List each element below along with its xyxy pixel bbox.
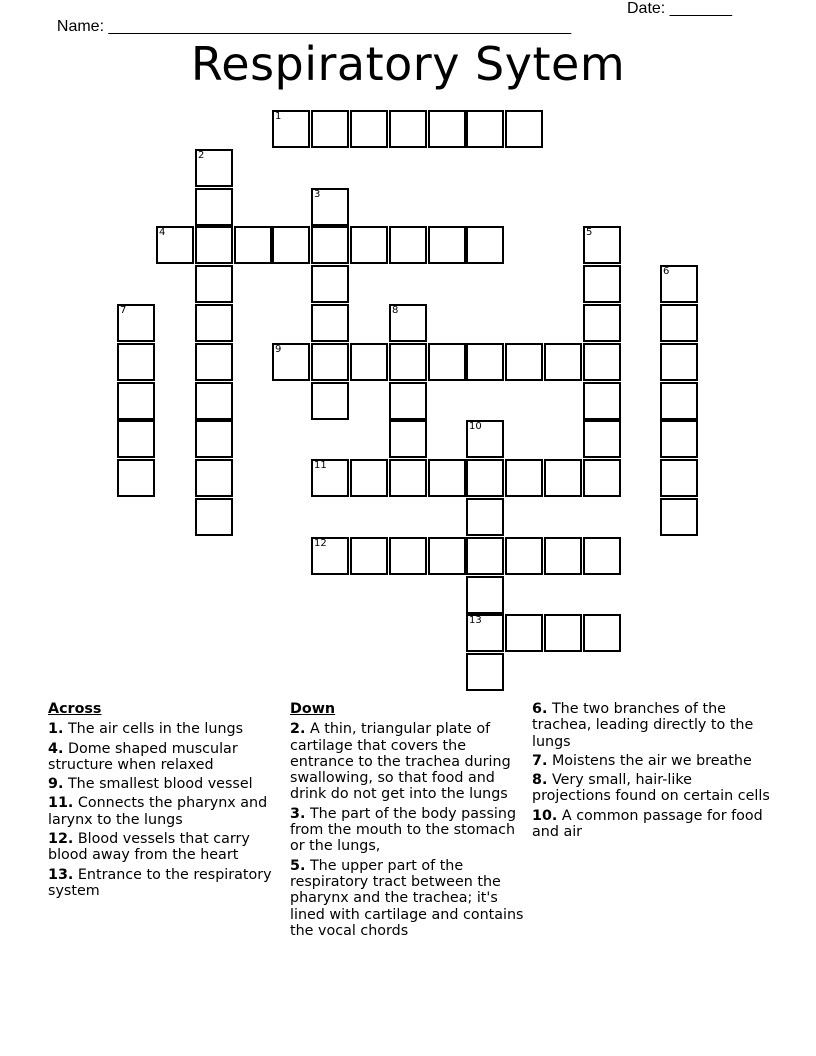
grid-cell[interactable] [311, 226, 349, 264]
across-clues [48, 701, 280, 902]
grid-cell[interactable] [311, 265, 349, 303]
grid-cell[interactable] [660, 304, 698, 342]
clue-number: 3 [314, 189, 321, 200]
grid-cell[interactable] [466, 343, 504, 381]
grid-cell[interactable] [156, 226, 194, 264]
grid-cell[interactable] [466, 614, 504, 652]
date-field[interactable]: Date: _______ [627, 0, 732, 17]
grid-cell[interactable] [350, 226, 388, 264]
grid-cell[interactable] [195, 304, 233, 342]
grid-cell[interactable] [389, 420, 427, 458]
grid-cell[interactable] [583, 226, 621, 264]
grid-cell[interactable] [466, 653, 504, 691]
grid-cell[interactable] [466, 576, 504, 614]
grid-cell[interactable] [583, 614, 621, 652]
clue-down-8: 8. Very small, hair-like projections found on certain cells [532, 772, 770, 805]
clue-number: 8 [392, 305, 399, 316]
grid-cell[interactable] [195, 149, 233, 187]
grid-cell[interactable] [583, 382, 621, 420]
grid-cell[interactable] [117, 304, 155, 342]
clue-number: 11 [314, 460, 327, 471]
grid-cell[interactable] [350, 459, 388, 497]
grid-cell[interactable] [583, 265, 621, 303]
clue-across-12: 12. Blood vessels that carry blood away from the heart [48, 831, 250, 864]
clue-number: 9 [275, 344, 282, 355]
clue-number: 1 [275, 111, 282, 122]
grid-cell[interactable] [311, 304, 349, 342]
grid-cell[interactable] [544, 459, 582, 497]
grid-cell[interactable] [660, 459, 698, 497]
clue-across-11: 11. Connects the pharynx and larynx to the lungs [48, 795, 268, 828]
clue-number: 5 [586, 227, 593, 238]
name-field[interactable]: Name: ____________________________________________________ [56, 18, 572, 35]
grid-cell[interactable] [428, 110, 466, 148]
grid-cell[interactable] [389, 537, 427, 575]
down-clues [290, 701, 526, 942]
grid-cell[interactable] [466, 420, 504, 458]
grid-cell[interactable] [389, 382, 427, 420]
grid-cell[interactable] [195, 188, 233, 226]
grid-cell[interactable] [195, 498, 233, 536]
grid-cell[interactable] [117, 382, 155, 420]
grid-cell[interactable] [117, 343, 155, 381]
grid-cell[interactable] [466, 226, 504, 264]
grid-cell[interactable] [428, 343, 466, 381]
grid-cell[interactable] [505, 614, 543, 652]
grid-cell[interactable] [350, 537, 388, 575]
grid-cell[interactable] [272, 110, 310, 148]
down-clues-continued [532, 701, 772, 843]
grid-cell[interactable] [505, 343, 543, 381]
grid-cell[interactable] [272, 343, 310, 381]
clue-number: 13 [469, 615, 482, 626]
grid-cell[interactable] [466, 110, 504, 148]
grid-cell[interactable] [389, 459, 427, 497]
grid-cell[interactable] [583, 459, 621, 497]
clue-number: 2 [198, 150, 205, 161]
clue-down-7: 7. Moistens the air we breathe [532, 752, 752, 769]
clue-across-13: 13. Entrance to the respiratory system [48, 866, 272, 899]
grid-cell[interactable] [195, 265, 233, 303]
grid-cell[interactable] [660, 343, 698, 381]
grid-cell[interactable] [389, 343, 427, 381]
grid-cell[interactable] [389, 304, 427, 342]
clue-across-9: 9. The smallest blood vessel [48, 776, 253, 793]
clue-number: 12 [314, 538, 327, 549]
grid-cell[interactable] [195, 226, 233, 264]
grid-cell[interactable] [311, 537, 349, 575]
grid-cell[interactable] [311, 110, 349, 148]
clue-across-4: 4. Dome shaped muscular structure when relaxed [48, 740, 238, 773]
grid-cell[interactable] [505, 537, 543, 575]
grid-cell[interactable] [117, 420, 155, 458]
grid-cell[interactable] [660, 498, 698, 536]
grid-cell[interactable] [311, 343, 349, 381]
clue-number: 6 [663, 266, 670, 277]
grid-cell[interactable] [272, 226, 310, 264]
grid-cell[interactable] [389, 110, 427, 148]
grid-cell[interactable] [505, 459, 543, 497]
grid-cell[interactable] [583, 304, 621, 342]
grid-cell[interactable] [660, 265, 698, 303]
grid-cell[interactable] [466, 459, 504, 497]
grid-cell[interactable] [311, 382, 349, 420]
grid-cell[interactable] [544, 614, 582, 652]
grid-cell[interactable] [234, 226, 272, 264]
clue-number: 7 [120, 305, 127, 316]
grid-cell[interactable] [660, 382, 698, 420]
clue-number: 10 [469, 421, 482, 432]
clue-down-2: 2. A thin, triangular plate of cartilage that covers the entrance to the trachea during swallowing, so that food and drink do not get into the lungs [290, 721, 511, 803]
grid-cell[interactable] [544, 343, 582, 381]
grid-cell[interactable] [583, 537, 621, 575]
grid-cell[interactable] [117, 459, 155, 497]
grid-cell[interactable] [466, 498, 504, 536]
grid-cell[interactable] [311, 188, 349, 226]
grid-cell[interactable] [195, 343, 233, 381]
grid-cell[interactable] [195, 459, 233, 497]
grid-cell[interactable] [350, 343, 388, 381]
grid-cell[interactable] [505, 110, 543, 148]
grid-cell[interactable] [583, 343, 621, 381]
clue-down-5: 5. The upper part of the respiratory tract between the pharynx and the trachea; it's lined with cartilage and contains the vocal chords [290, 857, 524, 939]
across-heading: Across [48, 701, 102, 717]
grid-cell[interactable] [195, 420, 233, 458]
grid-cell[interactable] [195, 382, 233, 420]
grid-cell[interactable] [311, 459, 349, 497]
clue-down-3: 3. The part of the body passing from the mouth to the stomach or the lungs, [290, 805, 517, 855]
grid-cell[interactable] [350, 110, 388, 148]
grid-cell[interactable] [660, 420, 698, 458]
page-title: Respiratory Sytem [190, 37, 626, 91]
grid-cell[interactable] [389, 226, 427, 264]
down-heading: Down [290, 701, 336, 717]
grid-cell[interactable] [466, 537, 504, 575]
clue-down-6: 6. The two branches of the trachea, leading directly to the lungs [532, 701, 754, 750]
grid-cell[interactable] [428, 226, 466, 264]
grid-cell[interactable] [428, 537, 466, 575]
clue-across-1: 1. The air cells in the lungs [48, 721, 244, 738]
grid-cell[interactable] [544, 537, 582, 575]
clue-down-10: 10. A common passage for food and air [532, 807, 763, 841]
grid-cell[interactable] [583, 420, 621, 458]
clue-number: 4 [159, 227, 166, 238]
grid-cell[interactable] [428, 459, 466, 497]
